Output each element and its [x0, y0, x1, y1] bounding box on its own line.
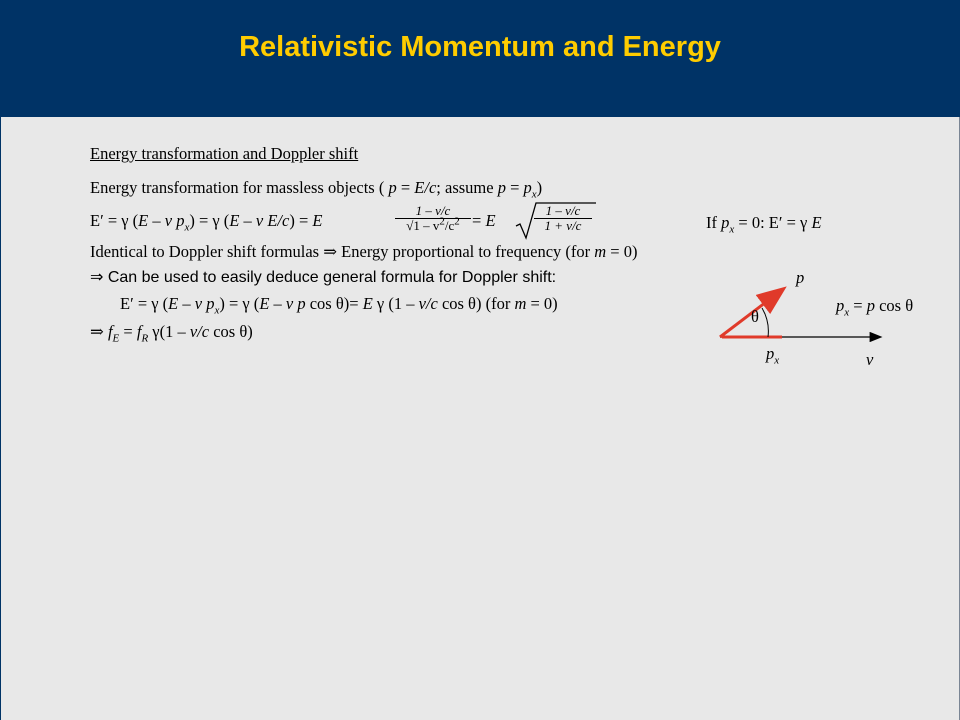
- zero-momentum-case: If $p_x = 0$: E′ = γ E: [706, 213, 822, 236]
- left-border: [0, 117, 1, 720]
- theta-label: θ: [751, 307, 759, 326]
- momentum-diagram: [710, 280, 910, 380]
- fraction-gamma: $\frac{1 - v/c}{√1 - v^2/c^2}$: [395, 204, 471, 233]
- v-label: v: [866, 350, 874, 369]
- general-energy-equation: E′ = γ (E – v $p_x) = \gamma$ (E – v p cos θ)= E γ (1 – v/c cos θ) (for m = 0): [120, 294, 558, 317]
- doppler-identity-line: Identical to Doppler shift formulas ⇒ Energy proportional to frequency (for m = 0): [90, 242, 638, 261]
- energy-transformation-line: Energy transformation for massless objects ( p = E/c; assume $p = p_x$): [90, 178, 543, 201]
- theta-arc: [762, 308, 768, 337]
- px-projection-formula: $p_x = p$ cos θ: [836, 296, 914, 319]
- energy-equation: E′ = γ (E – v $p_x) = \gamma$ (E – v E/c) = E: [90, 211, 323, 234]
- doppler-formula: ⇒ $f_E = f_R$ γ(1 – v/c cos θ): [90, 322, 253, 345]
- fraction-doppler: $\frac{1 - v/c}{1 + v/c}$: [534, 204, 592, 233]
- px-label: $p_x$: [766, 344, 780, 367]
- section-heading: Energy transformation and Doppler shift: [90, 144, 359, 163]
- energy-equation-tail: = E: [472, 211, 496, 230]
- p-label: p: [796, 268, 805, 287]
- deduce-line: ⇒ Can be used to easily deduce general formula for Doppler shift:: [90, 269, 557, 286]
- slide-title: Relativistic Momentum and Energy: [239, 31, 721, 63]
